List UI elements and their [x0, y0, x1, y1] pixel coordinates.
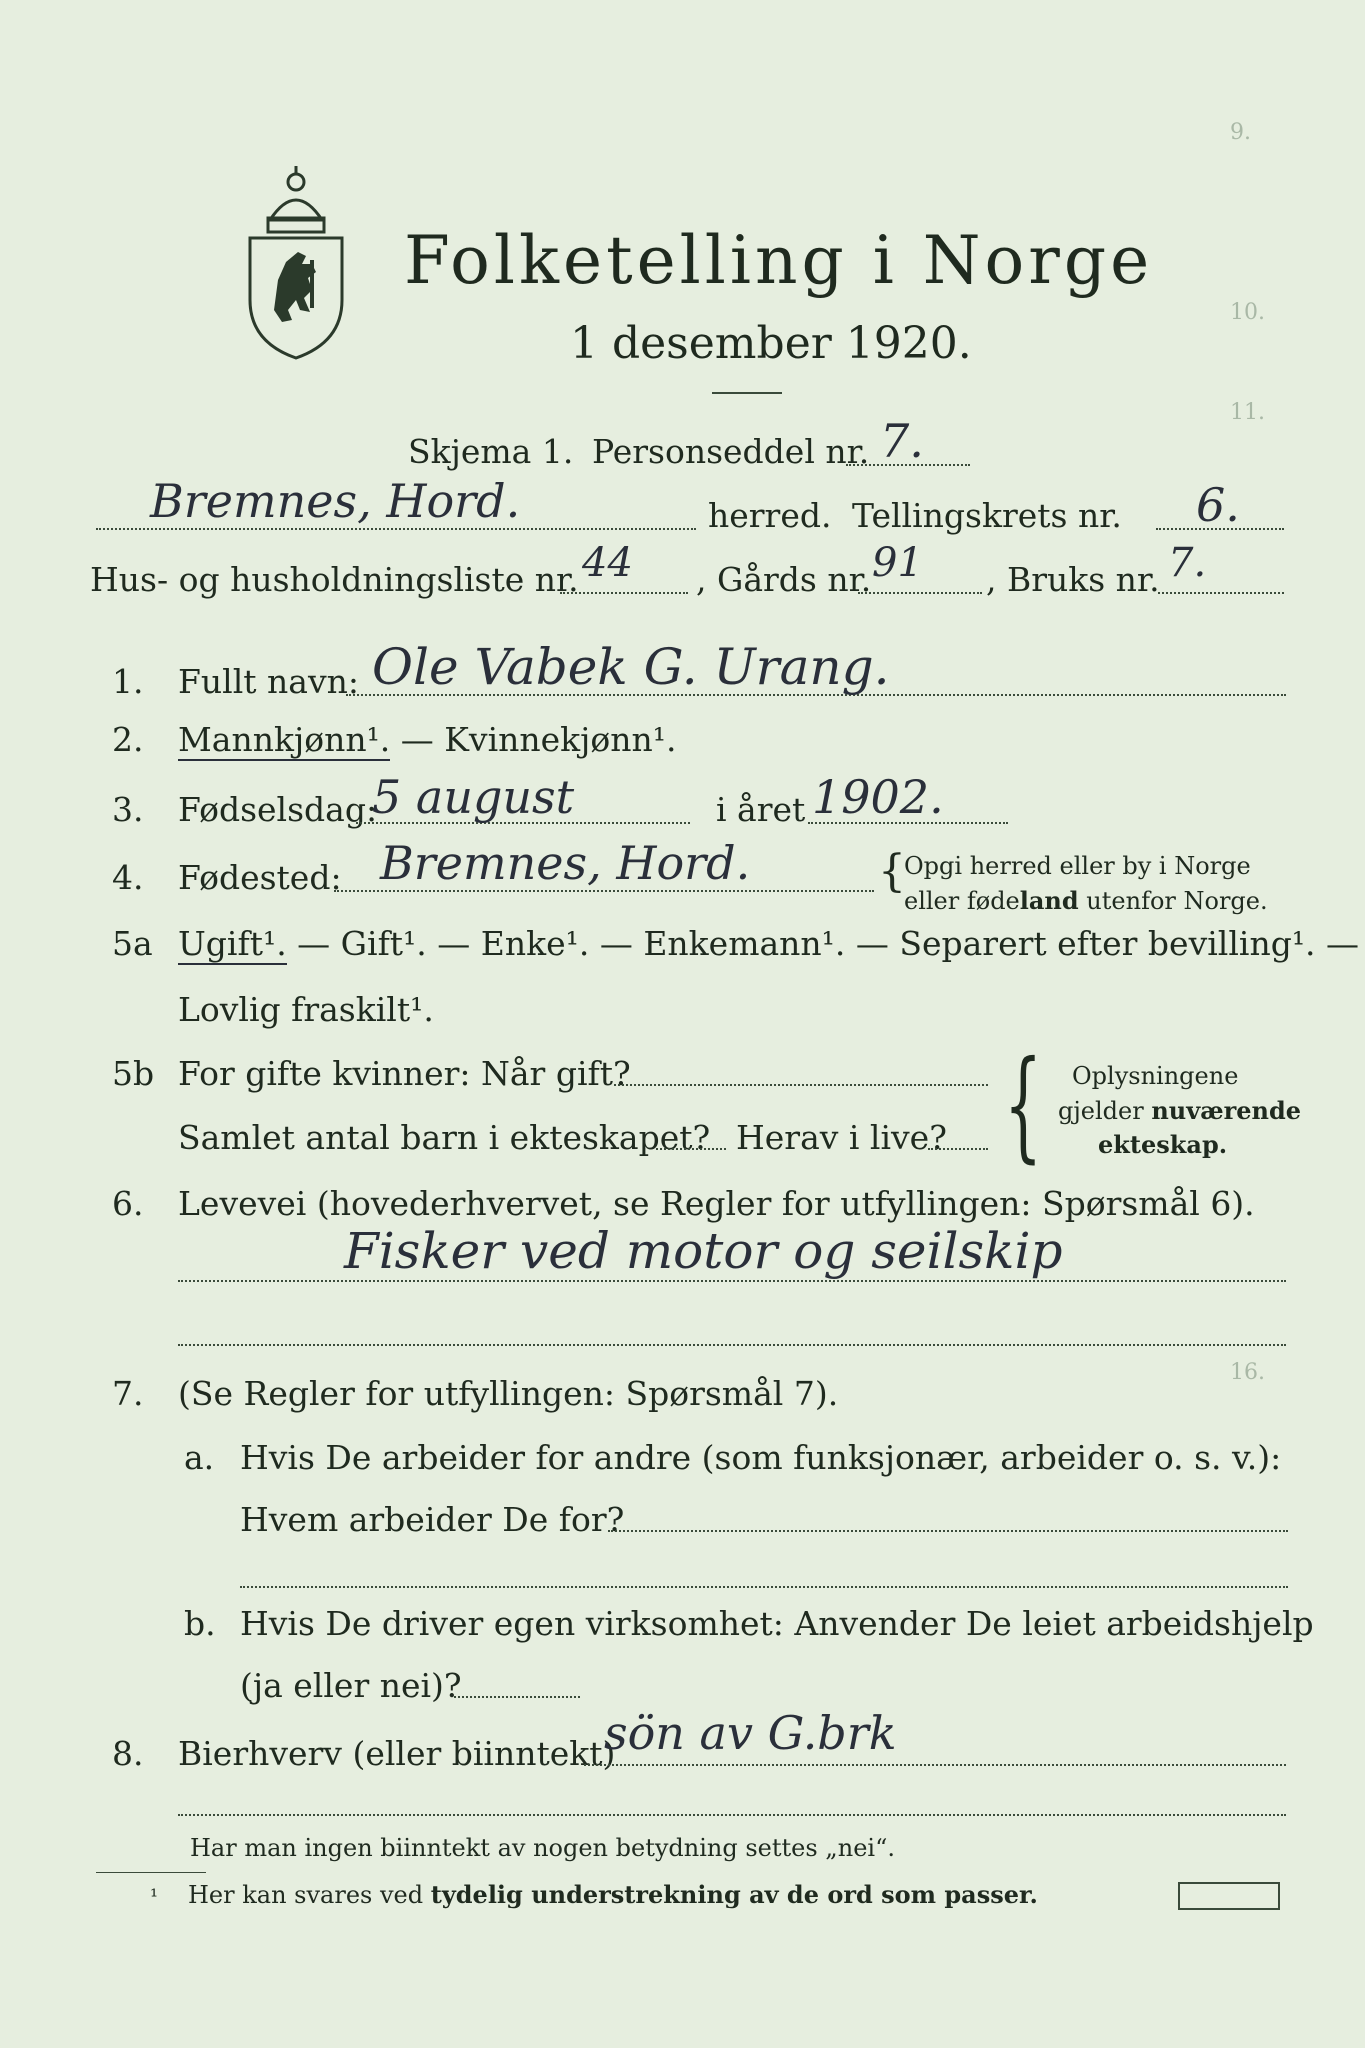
q2-female-option[interactable]: Kvinnekjønn¹.: [444, 720, 677, 759]
q7a-field-line-2: [240, 1586, 1288, 1588]
personseddel-label: Personseddel nr.: [592, 432, 870, 471]
q5b-alive-field-line: [928, 1148, 988, 1150]
gards-value[interactable]: 91: [872, 540, 923, 586]
norway-coat-of-arms-icon: [240, 160, 352, 360]
q2-male-option[interactable]: Mannkjønn¹.: [178, 720, 391, 759]
q1-label: Fullt navn:: [178, 662, 359, 701]
q4-note-line1: Opgi herred eller by i Norge: [904, 852, 1251, 880]
q5b-note-line2: [1058, 1096, 1301, 1125]
schema-label: Skjema 1.: [408, 432, 574, 471]
q7a-label-line2: Hvem arbeider De for?: [240, 1500, 625, 1539]
footnote-b: tydelig understrekning av de ord som passer.: [430, 1880, 1038, 1909]
q4-field-line: [334, 890, 874, 892]
q4-note-2b: land: [1019, 886, 1079, 915]
q6-number: 6.: [112, 1184, 144, 1223]
q7a-letter: a.: [184, 1438, 215, 1477]
q5b-children-field-line: [656, 1148, 726, 1150]
tellingskrets-value[interactable]: 6.: [1196, 478, 1240, 532]
q5b-alive-label: Herav i live?: [736, 1118, 947, 1157]
herred-label: herred.: [708, 496, 832, 535]
q7b-label-line1: Hvis De driver egen virksomhet: Anvender De leiet arbeidshjelp: [240, 1604, 1314, 1643]
q8-number: 8.: [112, 1734, 144, 1773]
q6-occupation-value[interactable]: Fisker ved motor og seilskip: [344, 1222, 1063, 1280]
q6-label: Levevei (hovederhvervet, se Regler for utfyllingen: Spørsmål 6).: [178, 1184, 1255, 1223]
q5b-note-line3: ekteskap.: [1098, 1130, 1228, 1159]
title-divider: [712, 392, 782, 394]
q7-number: 7.: [112, 1374, 144, 1413]
q5b-note-brace: {: [1004, 1036, 1043, 1175]
q6-field-line-2: [178, 1344, 1286, 1346]
q5a-number: 5a: [112, 924, 153, 963]
q3-year-label: i året: [716, 790, 806, 829]
census-date: 1 desember 1920.: [570, 318, 972, 369]
biinntekt-note: Har man ingen biinntekt av nogen betydning settes „nei“.: [190, 1834, 895, 1862]
bruks-label: , Bruks nr.: [986, 560, 1160, 599]
q2-number: 2.: [112, 720, 144, 759]
form-title: Folketelling i Norge: [404, 222, 1154, 299]
q1-number: 1.: [112, 662, 144, 701]
q7b-field-line: [454, 1696, 580, 1698]
bruks-value[interactable]: 7.: [1168, 540, 1207, 586]
hus-value[interactable]: 44: [582, 540, 633, 586]
q3-year-value[interactable]: 1902.: [812, 770, 944, 824]
q5b-married-label: For gifte kvinner: Når gift?: [178, 1054, 631, 1093]
q6-field-line-1: [178, 1280, 1286, 1282]
q4-note-2c: utenfor Norge.: [1078, 887, 1268, 915]
q5b-married-field-line: [614, 1084, 988, 1086]
q2-separator: —: [390, 720, 445, 759]
q8-label: Bierhverv (eller biinntekt): [178, 1734, 616, 1773]
q5b-note-2a: gjelder: [1058, 1097, 1152, 1125]
herred-field-line: [96, 528, 696, 530]
q8-field-line-2: [178, 1814, 1286, 1816]
hus-label: Hus- og husholdningsliste nr.: [90, 560, 579, 599]
q8-side-income-value[interactable]: sön av G.brk: [604, 1706, 897, 1760]
printer-stamp-icon: [1178, 1882, 1280, 1910]
q5b-note-2b: nuværende: [1151, 1096, 1302, 1125]
hus-field-line: [560, 592, 688, 594]
personseddel-value[interactable]: 7.: [880, 414, 924, 468]
q3-number: 3.: [112, 790, 144, 829]
herred-value[interactable]: Bremnes, Hord.: [150, 474, 521, 528]
q2-sex-options: [178, 720, 677, 759]
tellingskrets-label: Tellingskrets nr.: [852, 496, 1122, 535]
q7-label: (Se Regler for utfyllingen: Spørsmål 7).: [178, 1374, 839, 1413]
gards-label: , Gårds nr.: [696, 560, 872, 599]
bleed-through-text: 11.: [1230, 400, 1265, 425]
q4-note-2a: eller føde: [904, 887, 1020, 915]
q4-birthplace-value[interactable]: Bremnes, Hord.: [380, 836, 751, 890]
bleed-through-text: 9.: [1230, 120, 1251, 145]
footnote-divider: [96, 1872, 206, 1873]
q5b-note-line1: Oplysningene: [1072, 1062, 1239, 1090]
q4-note-line2: [904, 886, 1268, 915]
q5a-marital-options: [178, 924, 1359, 963]
q5b-children-label: Samlet antal barn i ekteskapet?: [178, 1118, 711, 1157]
bleed-through-text: 16.: [1230, 1360, 1265, 1385]
bleed-through-text: 10.: [1230, 300, 1265, 325]
q4-number: 4.: [112, 858, 144, 897]
q5a-other-options[interactable]: — Gift¹. — Enke¹. — Enkemann¹. — Separert efter bevilling¹. —: [286, 924, 1360, 963]
q7a-label-line1: Hvis De arbeider for andre (som funksjonær, arbeider o. s. v.):: [240, 1438, 1282, 1477]
q1-full-name-value[interactable]: Ole Vabek G. Urang.: [372, 638, 890, 696]
footnote-a: Her kan svares ved: [188, 1881, 431, 1909]
q3-label: Fødselsdag:: [178, 790, 378, 829]
q5b-number: 5b: [112, 1054, 155, 1093]
q7a-field-line-1: [608, 1530, 1288, 1532]
q5a-line2[interactable]: Lovlig fraskilt¹.: [178, 990, 434, 1029]
q3-birthday-value[interactable]: 5 august: [372, 770, 575, 824]
footnote: [188, 1880, 1038, 1909]
gards-field-line: [858, 592, 982, 594]
q4-label: Fødested:: [178, 858, 342, 897]
footnote-number: ¹: [150, 1884, 159, 1908]
q4-note-brace: {: [878, 846, 906, 897]
q8-field-line-1: [584, 1764, 1286, 1766]
bruks-field-line: [1158, 592, 1284, 594]
q7b-label-line2: (ja eller nei)?: [240, 1666, 462, 1705]
q5a-ugift-option[interactable]: Ugift¹.: [178, 924, 287, 963]
q7b-letter: b.: [184, 1604, 216, 1643]
